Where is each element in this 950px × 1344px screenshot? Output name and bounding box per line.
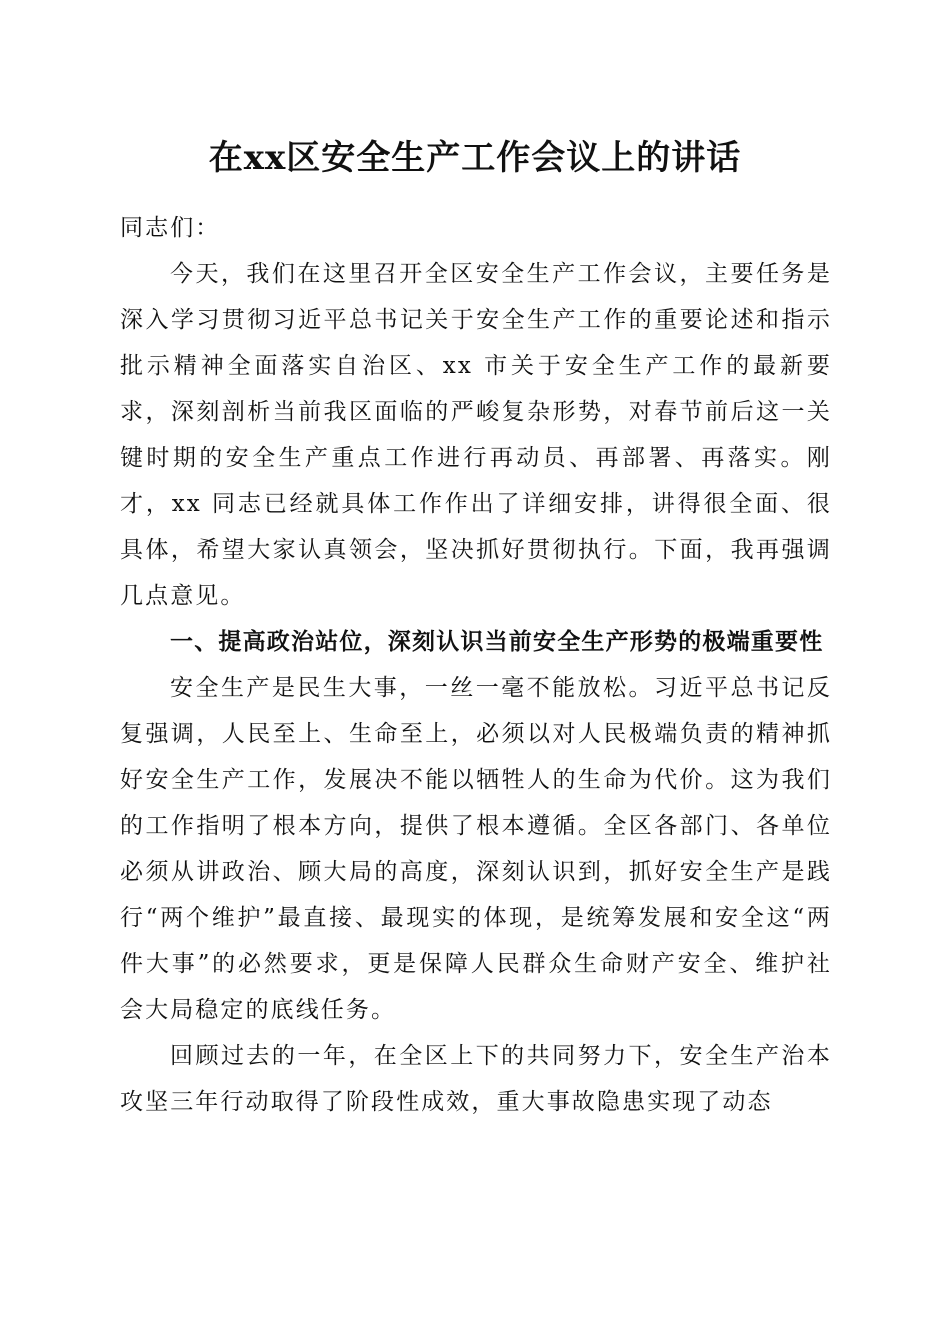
paragraph-opening: 今天，我们在这里召开全区安全生产工作会议，主要任务是深入学习贯彻习近平总书记关于安全生产工作的重要论述和指示批示精神全面落实自治区、xx 市关于安全生产工作的最新要求，深刻剖析当前我区面临的严峻复杂形势，对春节前后这一关键时期的安全生产重点工作进行再动员、再部署、再落实。刚才，xx 同志已经就具体工作作出了详细安排，讲得很全面、很具体，希望大家认真领会，坚决抓好贯彻执行。下面，我再强调几点意见。 bbox=[120, 261, 832, 609]
document-body bbox=[120, 205, 832, 1125]
section-heading-1: 一、提高政治站位，深刻认识当前安全生产形势的极端重要性 bbox=[170, 629, 824, 655]
paragraph-review: 回顾过去的一年，在全区上下的共同努力下，安全生产治本攻坚三年行动取得了阶段性成效，重大事故隐患实现了动态 bbox=[120, 1043, 832, 1115]
document-title: 在xx区安全生产工作会议上的讲话 bbox=[208, 138, 742, 178]
paragraph-safety-importance: 安全生产是民生大事，一丝一毫不能放松。习近平总书记反复强调，人民至上、生命至上，必须以对人民极端负责的精神抓好安全生产工作，发展决不能以牺牲人的生命为代价。这为我们的工作指明了根本方向，提供了根本遵循。全区各部门、各单位必须从讲政治、顾大局的高度，深刻认识到，抓好安全生产是践行“两个维护”最直接、最现实的体现，是统筹发展和安全这“两件大事”的必然要求，更是保障人民群众生命财产安全、维护社会大局稳定的底线任务。 bbox=[120, 675, 832, 1023]
salutation: 同志们： bbox=[120, 215, 221, 241]
